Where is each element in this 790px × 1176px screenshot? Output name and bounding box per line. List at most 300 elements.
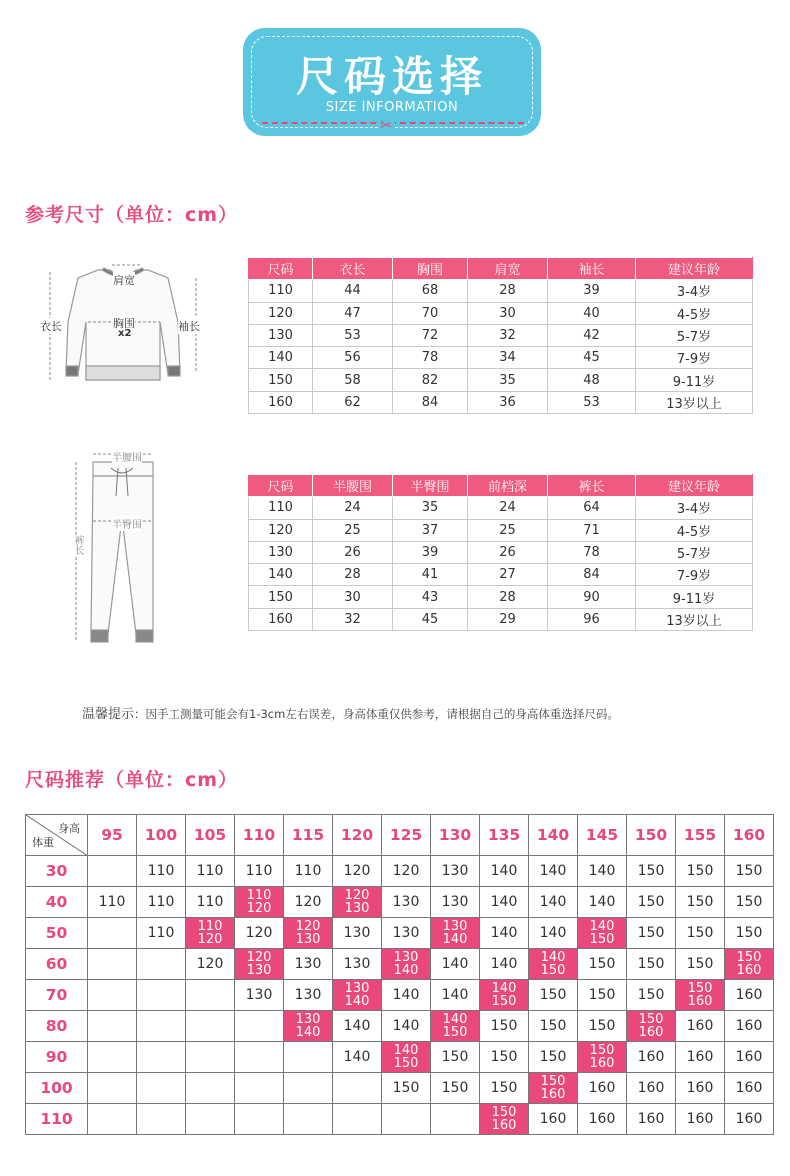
section-title-recommendation: 尺码推荐（单位：cm） [25,769,239,791]
rec-size-cell [186,980,235,1011]
rec-size-cell: 150 [480,1073,529,1104]
rec-size-cell [333,1104,382,1135]
rec-size-option: 120 [246,901,272,916]
half-waist-label: 半腰围 [112,449,142,464]
rec-size-cell [88,856,137,887]
rec-size-cell: 110 [88,887,137,918]
rec-size-cell [382,1042,431,1073]
pants-size-cell: 4-5岁 [636,519,753,541]
rec-size-option: 130 [246,963,272,978]
rec-size-cell: 150 [529,1042,578,1073]
top-size-cell: 130 [249,324,313,346]
pants-size-row [249,608,753,630]
rec-size-cell: 120 [333,856,382,887]
rec-size-cell [186,1104,235,1135]
rec-size-option: 120 [197,932,223,947]
rec-size-cell: 150 [578,1011,627,1042]
rec-height-row [26,815,774,856]
rec-size-option: 140 [589,919,615,934]
rec-size-cell [578,918,627,949]
rec-size-cell [431,1011,480,1042]
rec-size-cell [431,918,480,949]
banner-title: 尺码选择 [295,52,488,101]
rec-size-cell: 140 [333,1011,382,1042]
rec-size-cell [480,1104,529,1135]
rec-size-option: 160 [638,1025,664,1040]
rec-size-cell: 150 [480,1042,529,1073]
top-size-cell: 42 [548,324,636,346]
rec-size-cell [284,918,333,949]
rec-size-option: 150 [736,950,762,965]
rec-size-option: 150 [589,1043,615,1058]
rec-size-option: 150 [393,1056,419,1071]
rec-size-cell: 160 [578,1104,627,1135]
rec-size-option: 150 [638,1012,664,1027]
rec-size-cell: 140 [333,1042,382,1073]
rec-size-option: 130 [344,981,370,996]
rec-size-cell: 120 [284,887,333,918]
top-size-row [249,369,753,391]
top-size-row [249,302,753,324]
rec-size-cell: 140 [578,856,627,887]
top-size-cell: 45 [548,347,636,369]
rec-size-option: 130 [442,919,468,934]
top-size-row [249,324,753,346]
rec-size-cell: 110 [137,887,186,918]
pants-size-row [249,586,753,608]
rec-weight-row [26,1104,774,1135]
rec-size-cell [186,1073,235,1104]
rec-size-cell [382,949,431,980]
top-size-cell: 40 [548,302,636,324]
rec-size-cell [235,1104,284,1135]
rec-size-cell: 140 [480,856,529,887]
rec-size-cell: 130 [431,856,480,887]
rec-size-cell [480,980,529,1011]
pants-size-cell: 29 [468,608,548,630]
rec-size-cell [88,1104,137,1135]
rec-height-header: 150 [627,815,676,856]
rec-height-header: 110 [235,815,284,856]
rec-size-cell: 150 [480,1011,529,1042]
rec-size-cell: 150 [382,1073,431,1104]
rec-size-cell: 160 [627,1042,676,1073]
rec-size-option: 120 [246,950,272,965]
rec-size-option: 140 [393,963,419,978]
top-size-table [248,257,753,414]
rec-height-header: 95 [88,815,137,856]
rec-size-cell: 150 [529,980,578,1011]
rec-size-cell [284,1042,333,1073]
top-size-cell: 7-9岁 [636,347,753,369]
top-size-cell: 56 [313,347,393,369]
pants-size-cell: 150 [249,586,313,608]
top-header-cell: 衣长 [313,258,393,280]
rec-size-option: 150 [540,1074,566,1089]
rec-weight-row [26,980,774,1011]
rec-size-cell: 150 [676,949,725,980]
rec-size-cell [382,1104,431,1135]
rec-weight-row [26,1073,774,1104]
rec-weight-header: 70 [26,980,88,1011]
rec-size-option: 140 [491,981,517,996]
top-size-cell: 150 [249,369,313,391]
top-size-cell: 28 [468,280,548,302]
rec-size-cell [88,980,137,1011]
pants-size-row [249,541,753,563]
top-size-cell: 58 [313,369,393,391]
top-size-cell: 32 [468,324,548,346]
rec-height-header: 120 [333,815,382,856]
rec-weight-row [26,887,774,918]
top-header-cell: 袖长 [548,258,636,280]
top-size-cell: 62 [313,391,393,413]
pants-size-row [249,564,753,586]
rec-corner-cell [26,815,88,856]
rec-size-cell: 110 [284,856,333,887]
top-header-cell: 尺码 [249,258,313,280]
top-size-cell: 120 [249,302,313,324]
rec-size-option: 150 [491,1105,517,1120]
pants-header-cell: 建议年龄 [636,475,753,497]
pants-length-label: 裤长 [72,535,83,555]
rec-weight-row [26,1011,774,1042]
rec-size-cell: 140 [431,949,480,980]
rec-size-cell: 160 [676,1073,725,1104]
pants-size-cell: 28 [468,586,548,608]
note-text: ：因手工测量可能会有1-3cm左右误差，身高体重仅供参考，请根据自己的身高体重选择尺码。 [134,707,619,721]
rec-size-cell: 140 [382,980,431,1011]
rec-weight-header: 60 [26,949,88,980]
pants-size-cell: 84 [548,564,636,586]
pants-size-cell: 9-11岁 [636,586,753,608]
rec-height-header: 160 [725,815,774,856]
rec-size-cell: 130 [333,918,382,949]
section-title-reference: 参考尺寸（单位：cm） [25,204,239,226]
pants-size-header [249,475,753,497]
pants-size-cell: 130 [249,541,313,563]
rec-weight-row [26,918,774,949]
rec-height-header: 140 [529,815,578,856]
rec-size-cell: 140 [529,918,578,949]
top-size-cell: 82 [393,369,468,391]
top-size-cell: 160 [249,391,313,413]
rec-size-cell [235,949,284,980]
pants-size-cell: 35 [393,497,468,519]
rec-height-header: 100 [137,815,186,856]
pants-header-cell: 前档深 [468,475,548,497]
rec-size-cell: 110 [186,887,235,918]
top-size-row [249,391,753,413]
chest-multiplier-label: x2 [118,328,132,339]
rec-size-cell [88,949,137,980]
rec-size-cell: 160 [725,1073,774,1104]
rec-size-cell: 160 [725,1011,774,1042]
top-size-cell: 44 [313,280,393,302]
rec-size-cell [235,1073,284,1104]
top-size-cell: 4-5岁 [636,302,753,324]
rec-size-cell [529,949,578,980]
top-size-header [249,258,753,280]
rec-size-cell [235,1011,284,1042]
rec-size-cell: 150 [627,949,676,980]
top-size-cell: 84 [393,391,468,413]
half-hip-label: 半臀围 [112,516,142,531]
rec-size-cell [578,1042,627,1073]
rec-weight-row [26,856,774,887]
rec-size-cell: 140 [431,980,480,1011]
pants-size-cell: 160 [249,608,313,630]
pants-size-cell: 120 [249,519,313,541]
pants-size-cell: 78 [548,541,636,563]
top-size-cell: 110 [249,280,313,302]
rec-size-cell: 140 [578,887,627,918]
rec-size-option: 140 [393,1043,419,1058]
rec-size-cell: 160 [627,1073,676,1104]
rec-size-option: 160 [540,1087,566,1102]
corner-height-label: 身高 [58,822,80,835]
pants-size-cell: 110 [249,497,313,519]
rec-size-cell [284,1104,333,1135]
top-size-cell: 70 [393,302,468,324]
rec-height-header: 155 [676,815,725,856]
rec-size-cell: 150 [676,856,725,887]
body-length-label: 衣长 [40,320,62,333]
top-size-cell: 3-4岁 [636,280,753,302]
pants-size-cell: 26 [468,541,548,563]
rec-size-cell: 160 [725,1042,774,1073]
rec-size-cell: 130 [382,887,431,918]
rec-size-cell: 150 [725,856,774,887]
rec-size-cell: 150 [627,980,676,1011]
rec-size-cell [186,1042,235,1073]
rec-size-option: 150 [540,963,566,978]
rec-size-cell: 140 [480,887,529,918]
rec-size-cell: 140 [480,949,529,980]
rec-size-cell [186,1011,235,1042]
rec-size-option: 160 [736,963,762,978]
rec-size-cell: 110 [186,856,235,887]
pants-size-cell: 26 [313,541,393,563]
rec-size-cell [529,1073,578,1104]
rec-size-option: 140 [442,1012,468,1027]
pants-size-cell: 3-4岁 [636,497,753,519]
rec-size-cell: 150 [431,1042,480,1073]
rec-size-cell: 130 [333,949,382,980]
rec-weight-header: 80 [26,1011,88,1042]
top-size-cell: 78 [393,347,468,369]
rec-size-cell: 150 [529,1011,578,1042]
top-size-cell: 68 [393,280,468,302]
top-size-cell: 72 [393,324,468,346]
rec-weight-header: 30 [26,856,88,887]
pants-size-cell: 41 [393,564,468,586]
rec-size-cell [333,1073,382,1104]
top-size-cell: 47 [313,302,393,324]
top-size-cell: 35 [468,369,548,391]
chest-label: 胸围 [113,317,135,330]
rec-size-cell [186,918,235,949]
rec-size-cell [137,1042,186,1073]
top-size-cell: 13岁以上 [636,391,753,413]
top-size-cell: 53 [313,324,393,346]
rec-size-cell [137,1011,186,1042]
rec-size-option: 130 [295,1012,321,1027]
rec-size-cell [88,1073,137,1104]
size-recommendation-table [25,814,774,1135]
rec-size-cell: 140 [529,856,578,887]
rec-weight-header: 90 [26,1042,88,1073]
rec-height-header: 105 [186,815,235,856]
pants-header-cell: 裤长 [548,475,636,497]
scissors-icon: ✂ [380,116,393,134]
rec-height-header: 145 [578,815,627,856]
rec-height-header: 115 [284,815,333,856]
pants-size-cell: 28 [313,564,393,586]
rec-size-option: 130 [295,932,321,947]
rec-size-cell [88,1011,137,1042]
rec-size-cell: 140 [382,1011,431,1042]
rec-weight-header: 100 [26,1073,88,1104]
rec-size-option: 140 [540,950,566,965]
top-size-cell: 39 [548,280,636,302]
pants-size-cell: 30 [313,586,393,608]
sleeve-length-label: 袖长 [178,320,200,333]
rec-size-cell [333,980,382,1011]
rec-size-cell: 150 [676,887,725,918]
pants-size-cell: 45 [393,608,468,630]
rec-size-cell [137,1104,186,1135]
pants-size-cell: 32 [313,608,393,630]
top-header-cell: 建议年龄 [636,258,753,280]
rec-size-cell [284,1011,333,1042]
rec-size-cell [725,949,774,980]
rec-size-cell: 160 [725,980,774,1011]
pants-size-cell: 96 [548,608,636,630]
rec-size-option: 120 [295,919,321,934]
pants-size-cell: 5-7岁 [636,541,753,563]
rec-size-option: 150 [491,994,517,1009]
rec-size-cell: 150 [578,949,627,980]
top-size-cell: 30 [468,302,548,324]
rec-size-cell [333,887,382,918]
rec-size-cell [284,1073,333,1104]
rec-size-cell [235,1042,284,1073]
rec-size-cell: 160 [676,1104,725,1135]
rec-size-cell [235,887,284,918]
rec-size-cell [88,918,137,949]
rec-height-header: 135 [480,815,529,856]
rec-weight-row [26,1042,774,1073]
top-size-cell: 53 [548,391,636,413]
rec-weight-header: 110 [26,1104,88,1135]
rec-size-cell [137,1073,186,1104]
pants-size-table [248,474,753,631]
rec-size-option: 160 [491,1118,517,1133]
top-size-cell: 5-7岁 [636,324,753,346]
rec-size-cell: 110 [137,856,186,887]
pants-size-cell: 140 [249,564,313,586]
rec-size-cell: 150 [578,980,627,1011]
corner-weight-label: 体重 [32,836,54,849]
top-size-row [249,347,753,369]
banner-subtitle: SIZE INFORMATION [325,100,459,115]
rec-size-cell [137,949,186,980]
rec-size-cell: 160 [578,1073,627,1104]
rec-size-option: 140 [442,932,468,947]
pants-size-cell: 43 [393,586,468,608]
rec-size-cell: 150 [627,918,676,949]
rec-weight-header: 40 [26,887,88,918]
top-size-cell: 34 [468,347,548,369]
rec-size-cell: 160 [725,1104,774,1135]
rec-size-cell: 140 [480,918,529,949]
pants-size-cell: 37 [393,519,468,541]
rec-size-cell [137,980,186,1011]
pants-size-row [249,519,753,541]
rec-size-option: 130 [393,950,419,965]
rec-size-cell: 140 [529,887,578,918]
rec-size-cell: 160 [676,1011,725,1042]
rec-size-cell: 150 [725,887,774,918]
top-size-cell: 36 [468,391,548,413]
rec-size-option: 150 [589,932,615,947]
top-size-row [249,280,753,302]
pants-header-cell: 尺码 [249,475,313,497]
pants-size-cell: 27 [468,564,548,586]
rec-size-cell: 130 [235,980,284,1011]
top-size-cell: 140 [249,347,313,369]
rec-size-option: 140 [295,1025,321,1040]
rec-size-option: 160 [589,1056,615,1071]
rec-size-option: 110 [197,919,223,934]
shoulder-label: 肩宽 [113,274,135,287]
rec-size-cell [627,1011,676,1042]
pants-size-cell: 25 [468,519,548,541]
pants-header-cell: 半臀围 [393,475,468,497]
rec-size-cell: 160 [529,1104,578,1135]
rec-size-cell: 150 [627,887,676,918]
rec-size-cell: 120 [235,918,284,949]
top-size-cell: 48 [548,369,636,391]
rec-size-option: 160 [687,994,713,1009]
rec-weight-header: 50 [26,918,88,949]
rec-size-cell: 130 [382,918,431,949]
rec-size-cell: 120 [382,856,431,887]
pants-size-cell: 39 [393,541,468,563]
pants-header-cell: 半腰围 [313,475,393,497]
rec-size-cell: 150 [431,1073,480,1104]
note-label: 温馨提示 [82,707,135,722]
rec-size-cell: 110 [235,856,284,887]
rec-weight-row [26,949,774,980]
rec-height-header: 125 [382,815,431,856]
pants-size-row [249,497,753,519]
pants-size-cell: 7-9岁 [636,564,753,586]
rec-size-option: 150 [442,1025,468,1040]
pants-size-cell: 25 [313,519,393,541]
rec-size-cell: 110 [137,918,186,949]
rec-size-option: 150 [687,981,713,996]
rec-size-cell: 160 [676,1042,725,1073]
pants-size-cell: 64 [548,497,636,519]
rec-size-cell [676,980,725,1011]
top-size-cell: 9-11岁 [636,369,753,391]
top-header-cell: 胸围 [393,258,468,280]
rec-size-option: 120 [344,888,370,903]
rec-height-header: 130 [431,815,480,856]
rec-size-cell: 150 [725,918,774,949]
